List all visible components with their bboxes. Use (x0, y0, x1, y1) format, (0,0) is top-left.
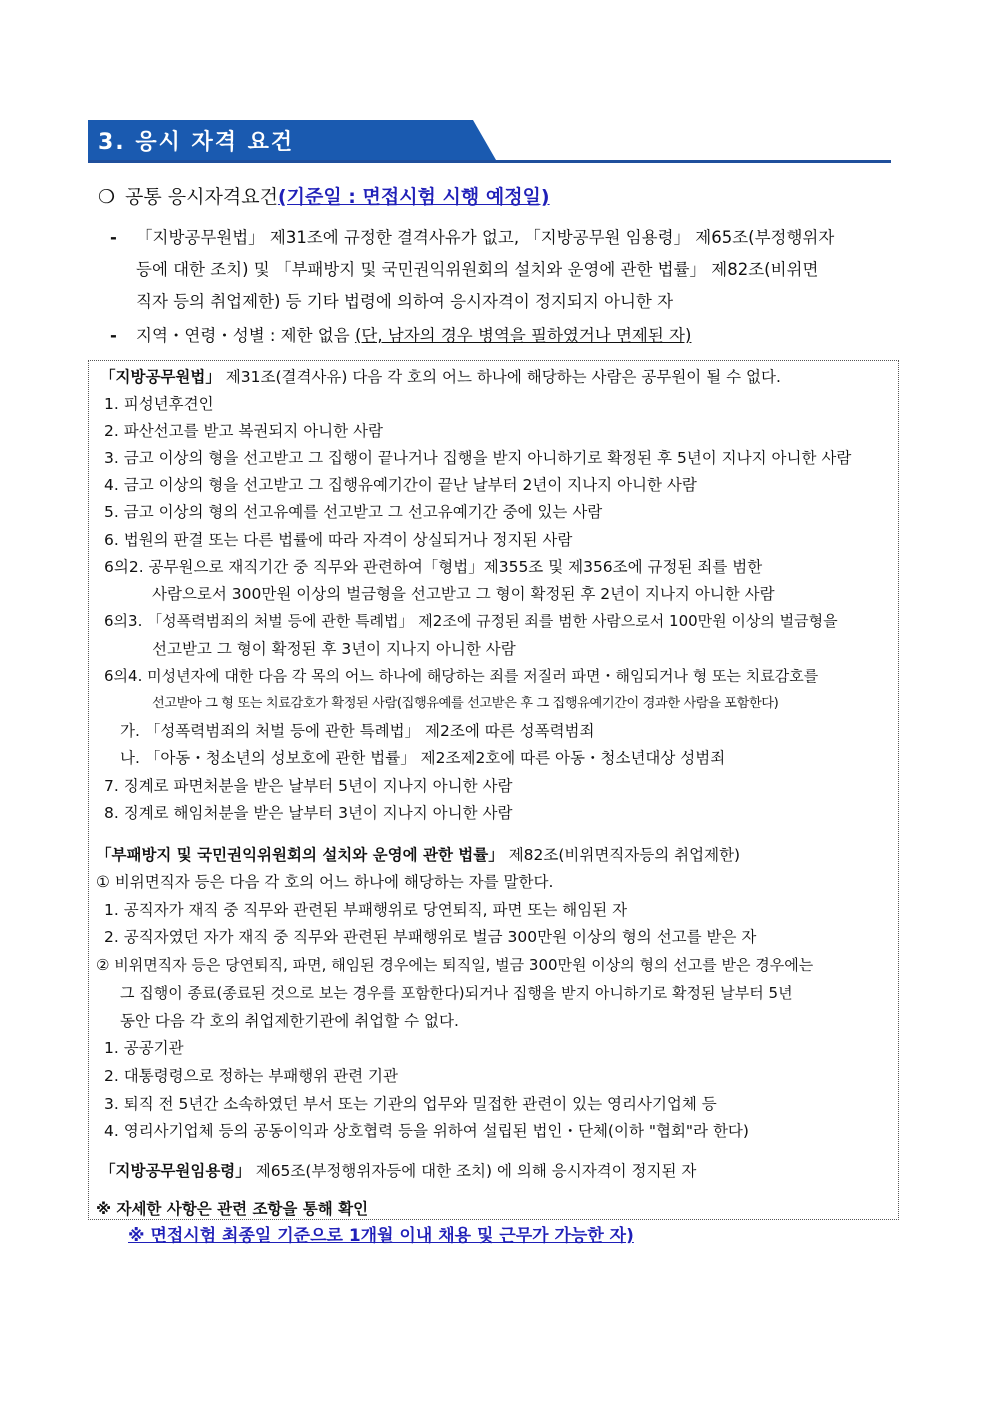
law1-item: 3. 금고 이상의 형을 선고받고 그 집행이 끝나거나 집행을 받지 아니하기로 확정된 후 5년이 지나지 아니한 사람 (104, 449, 852, 467)
law1-item: 8. 징계로 해임처분을 받은 날부터 3년이 지나지 아니한 사람 (104, 804, 513, 822)
heading-highlight: (기준일 : 면접시험 시행 예정일) (277, 186, 550, 208)
qualification-heading (98, 182, 550, 212)
law1-item: 7. 징계로 파면처분을 받은 날부터 5년이 지나지 아니한 사람 (104, 777, 513, 795)
law3-title: 「지방공무원임용령」 (100, 1162, 251, 1180)
law1-subitem: 가. 「성폭력범죄의 처벌 등에 관한 특례법」 제2조에 따른 성폭력범죄 (120, 722, 595, 740)
dash-line: 「지방공무원법」 제31조에 규정한 결격사유가 없고, 「지방공무원 임용령」 제65조(부정행위자 (136, 228, 835, 247)
dash-line: 등에 대한 조치) 및 「부패방지 및 국민권익위원회의 설치와 운영에 관한 법률」 제82조(비위면 (136, 260, 819, 279)
law2-heading (96, 842, 740, 869)
law1-item-continued: 사람으로서 300만원 이상의 벌금형을 선고받고 그 형이 확정된 후 2년이 지나지 아니한 사람 (152, 585, 775, 603)
law2-item: 4. 영리사기업체 등의 공동이익과 상호협력 등을 위하여 설립된 법인・단체(이하 "협회"라 한다) (104, 1122, 749, 1140)
dash-item-restrictions (110, 320, 910, 352)
law2-clause-continued: 동안 다음 각 호의 취업제한기관에 취업할 수 없다. (120, 1012, 459, 1030)
law2-clause: ② 비위면직자 등은 당연퇴직, 파면, 해임된 경우에는 퇴직일, 벌금 300만원 이상의 형의 선고를 받은 경우에는 (96, 956, 814, 974)
law1-item: 6의2. 공무원으로 재직기간 중 직무와 관련하여「형법」제355조 및 제356조에 규정된 죄를 범한 (104, 558, 763, 576)
dash-line: 직자 등의 취업제한) 등 기타 법령에 의하여 응시자격이 정지되지 아니한 자 (136, 292, 674, 311)
dash-bullet: - (110, 326, 117, 345)
law2-title: 「부패방지 및 국민권익위원회의 설치와 운영에 관한 법률」 (96, 846, 504, 864)
law1-item: 4. 금고 이상의 형을 선고받고 그 집행유예기간이 끝난 날부터 2년이 지나지 아니한 사람 (104, 476, 697, 494)
law2-item: 2. 공직자였던 자가 재직 중 직무와 관련된 부패행위로 벌금 300만원 이상의 형의 선고를 받은 자 (104, 928, 757, 946)
law1-item: 6의3. 「성폭력범죄의 처벌 등에 관한 특례법」 제2조에 규정된 죄를 범한 사람으로서 100만원 이상의 벌금형을 (104, 612, 838, 630)
dash-bullet: - (110, 228, 117, 247)
law2-clause-continued: 그 집행이 종료(종료된 것으로 보는 경우를 포함한다)되거나 집행을 받지 아니하기로 확정된 날부터 5년 (120, 984, 793, 1002)
law2-clause: ① 비위면직자 등은 다음 각 호의 어느 하나에 해당하는 자를 말한다. (96, 873, 554, 891)
law2-item: 1. 공공기관 (104, 1039, 184, 1057)
law1-item: 2. 파산선고를 받고 복권되지 아니한 사람 (104, 422, 383, 440)
section-title: 3. 응시 자격 요건 (98, 130, 295, 155)
section-header (88, 120, 891, 166)
law2-description: 제82조(비위면직자등의 취업제한) (503, 846, 741, 864)
law3-heading (100, 1158, 696, 1185)
law1-title: 「지방공무원법」 (100, 368, 221, 386)
heading-text: 공통 응시자격요건 (125, 186, 278, 208)
circle-bullet-icon: ❍ (98, 186, 116, 208)
law2-item: 3. 퇴직 전 5년간 소속하였던 부서 또는 기관의 업무와 밀접한 관련이 있는 영리사기업체 등 (104, 1095, 717, 1113)
law1-heading (100, 364, 781, 391)
law1-item: 6의4. 미성년자에 대한 다음 각 목의 어느 하나에 해당하는 죄를 저질러 파면・해임되거나 형 또는 치료감호를 (104, 667, 819, 685)
law1-item: 6. 법원의 판결 또는 다른 법률에 따라 자격이 상실되거나 정지된 사람 (104, 531, 573, 549)
employment-availability-note: ※ 면접시험 최종일 기준으로 1개월 이내 채용 및 근무가 가능한 자) (128, 1226, 634, 1246)
dash-item-disqualification (110, 222, 910, 318)
law3-description: 제65조(부정행위자등에 대한 조치) 에 의해 응시자격이 정지된 자 (250, 1162, 697, 1180)
law1-item: 5. 금고 이상의 형의 선고유예를 선고받고 그 선고유예기간 중에 있는 사람 (104, 503, 603, 521)
restriction-text: 지역・연령・성별 : 제한 없음 (136, 326, 355, 345)
law1-item-continued: 선고받아 그 형 또는 치료감호가 확정된 사람(집행유예를 선고받은 후 그 집행유예기간이 경과한 사람을 포함한다) (152, 696, 779, 711)
law1-subitem: 나. 「아동・청소년의 성보호에 관한 법률」 제2조제2호에 따른 아동・청소년대상 성범죄 (120, 749, 726, 767)
law1-item: 1. 피성년후견인 (104, 395, 214, 413)
restriction-condition: (단, 남자의 경우 병역을 필하였거나 면제된 자) (354, 326, 692, 345)
law1-description: 제31조(결격사유) 다음 각 호의 어느 하나에 해당하는 사람은 공무원이 될 수 없다. (220, 368, 781, 386)
law2-item: 1. 공직자가 재직 중 직무와 관련된 부패행위로 당연퇴직, 파면 또는 해임된 자 (104, 901, 628, 919)
law2-item: 2. 대통령령으로 정하는 부패행위 관련 기관 (104, 1067, 398, 1085)
box-footnote: ※ 자세한 사항은 관련 조항을 통해 확인 (96, 1200, 369, 1218)
law1-item-continued: 선고받고 그 형이 확정된 후 3년이 지나지 아니한 사람 (152, 640, 516, 658)
